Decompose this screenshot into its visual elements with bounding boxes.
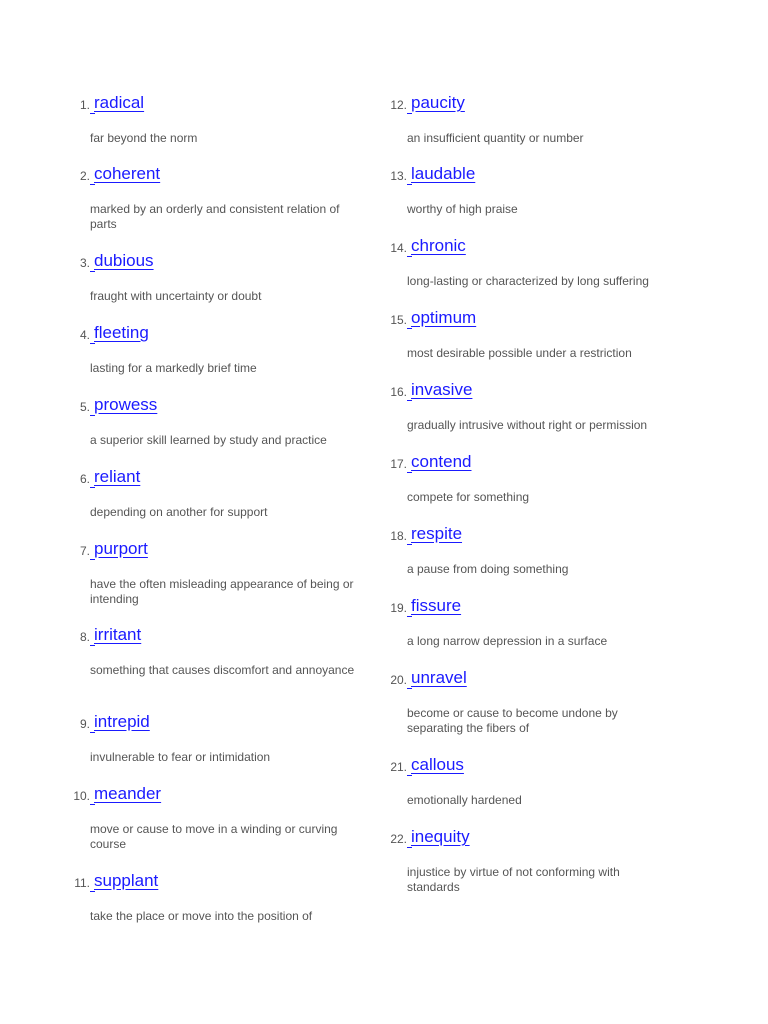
entry-number: 14.	[390, 241, 407, 255]
entry-number: 4.	[79, 328, 90, 342]
vocab-entry	[381, 93, 681, 145]
entry-definition: a pause from doing something	[407, 562, 569, 576]
entry-number: 8.	[79, 630, 90, 644]
vocab-word-link[interactable]: callous	[407, 755, 464, 775]
entry-definition: something that causes discomfort and annoyance	[90, 663, 355, 677]
vocab-word-link[interactable]: dubious	[90, 251, 154, 271]
vocab-word-link[interactable]: fleeting	[90, 323, 149, 343]
entry-definition: a superior skill learned by study and practice	[90, 433, 327, 447]
entry-definition: take the place or move into the position of	[90, 909, 313, 923]
vocab-word-link[interactable]: radical	[90, 93, 144, 113]
vocab-entry	[64, 395, 364, 447]
entry-number: 19.	[390, 601, 407, 615]
entry-number: 9.	[79, 717, 90, 731]
vocab-entry	[64, 251, 364, 303]
vocab-entry	[381, 308, 681, 360]
entry-number: 12.	[390, 98, 407, 112]
entry-definition: fraught with uncertainty or doubt	[90, 289, 262, 303]
vocab-entry	[64, 784, 364, 851]
vocab-entry	[381, 452, 681, 504]
entry-number: 17.	[390, 457, 407, 471]
vocab-word-link[interactable]: irritant	[90, 625, 141, 645]
vocab-word-link[interactable]: contend	[407, 452, 472, 472]
entry-number: 2.	[79, 169, 90, 183]
entry-number: 11.	[74, 876, 90, 890]
entry-definition: lasting for a markedly brief time	[90, 361, 257, 375]
entry-number: 20.	[390, 673, 407, 687]
vocab-entry	[64, 539, 364, 606]
vocab-word-link[interactable]: intrepid	[90, 712, 150, 732]
entry-number: 22.	[390, 832, 407, 846]
entry-definition: move or cause to move in a winding or curving course	[90, 822, 338, 851]
vocab-entry	[381, 755, 681, 807]
entry-number: 3.	[79, 256, 90, 270]
entry-definition: far beyond the norm	[90, 131, 198, 145]
entry-definition: worthy of high praise	[407, 202, 518, 216]
entry-definition: most desirable possible under a restriction	[407, 346, 632, 360]
vocab-entry	[381, 380, 681, 432]
entry-definition: have the often misleading appearance of being or intending	[90, 577, 354, 606]
entry-definition: gradually intrusive without right or permission	[407, 418, 648, 432]
entry-definition: injustice by virtue of not conforming with standards	[407, 865, 620, 894]
vocab-word-link[interactable]: meander	[90, 784, 161, 804]
entry-number: 21.	[390, 760, 407, 774]
entry-definition: compete for something	[407, 490, 530, 504]
entry-number: 18.	[390, 529, 407, 543]
vocab-entry	[381, 668, 681, 735]
vocab-word-link[interactable]: supplant	[90, 871, 158, 891]
vocab-entry	[64, 625, 364, 677]
vocab-entry	[381, 164, 681, 216]
vocab-entry	[381, 596, 681, 648]
vocab-word-link[interactable]: reliant	[90, 467, 140, 487]
entry-definition: long-lasting or characterized by long suffering	[407, 274, 649, 288]
entry-definition: emotionally hardened	[407, 793, 522, 807]
vocab-entry	[64, 467, 364, 519]
entry-number: 10.	[73, 789, 90, 803]
vocab-word-link[interactable]: fissure	[407, 596, 461, 616]
entry-number: 1.	[79, 98, 90, 112]
entry-definition: invulnerable to fear or intimidation	[90, 750, 271, 764]
entry-definition: a long narrow depression in a surface	[407, 634, 608, 648]
vocab-word-link[interactable]: prowess	[90, 395, 157, 415]
vocab-word-link[interactable]: respite	[407, 524, 462, 544]
entry-number: 15.	[390, 313, 407, 327]
entry-definition: marked by an orderly and consistent relation of parts	[90, 202, 340, 231]
vocab-word-link[interactable]: inequity	[407, 827, 470, 847]
entry-number: 6.	[79, 472, 90, 486]
entry-definition: depending on another for support	[90, 505, 268, 519]
vocab-entry	[64, 871, 364, 923]
vocab-entry	[64, 164, 364, 231]
entry-number: 13.	[390, 169, 407, 183]
vocab-word-link[interactable]: purport	[90, 539, 148, 559]
vocab-entry	[64, 712, 364, 764]
entry-definition: become or cause to become undone by separating the fibers of	[407, 706, 618, 735]
vocab-entry	[64, 93, 364, 145]
vocab-word-link[interactable]: invasive	[407, 380, 472, 400]
entry-definition: an insufficient quantity or number	[407, 131, 584, 145]
entry-number: 5.	[79, 400, 90, 414]
entry-number: 7.	[79, 544, 90, 558]
vocab-word-link[interactable]: optimum	[407, 308, 476, 328]
vocab-entry	[64, 323, 364, 375]
vocab-word-link[interactable]: chronic	[407, 236, 466, 256]
vocab-word-link[interactable]: paucity	[407, 93, 465, 113]
vocab-entry	[381, 827, 681, 894]
vocab-word-link[interactable]: coherent	[90, 164, 160, 184]
vocab-entry	[381, 524, 681, 576]
vocab-word-link[interactable]: unravel	[407, 668, 467, 688]
vocab-word-link[interactable]: laudable	[407, 164, 475, 184]
vocab-entry	[381, 236, 681, 288]
entry-number: 16.	[390, 385, 407, 399]
